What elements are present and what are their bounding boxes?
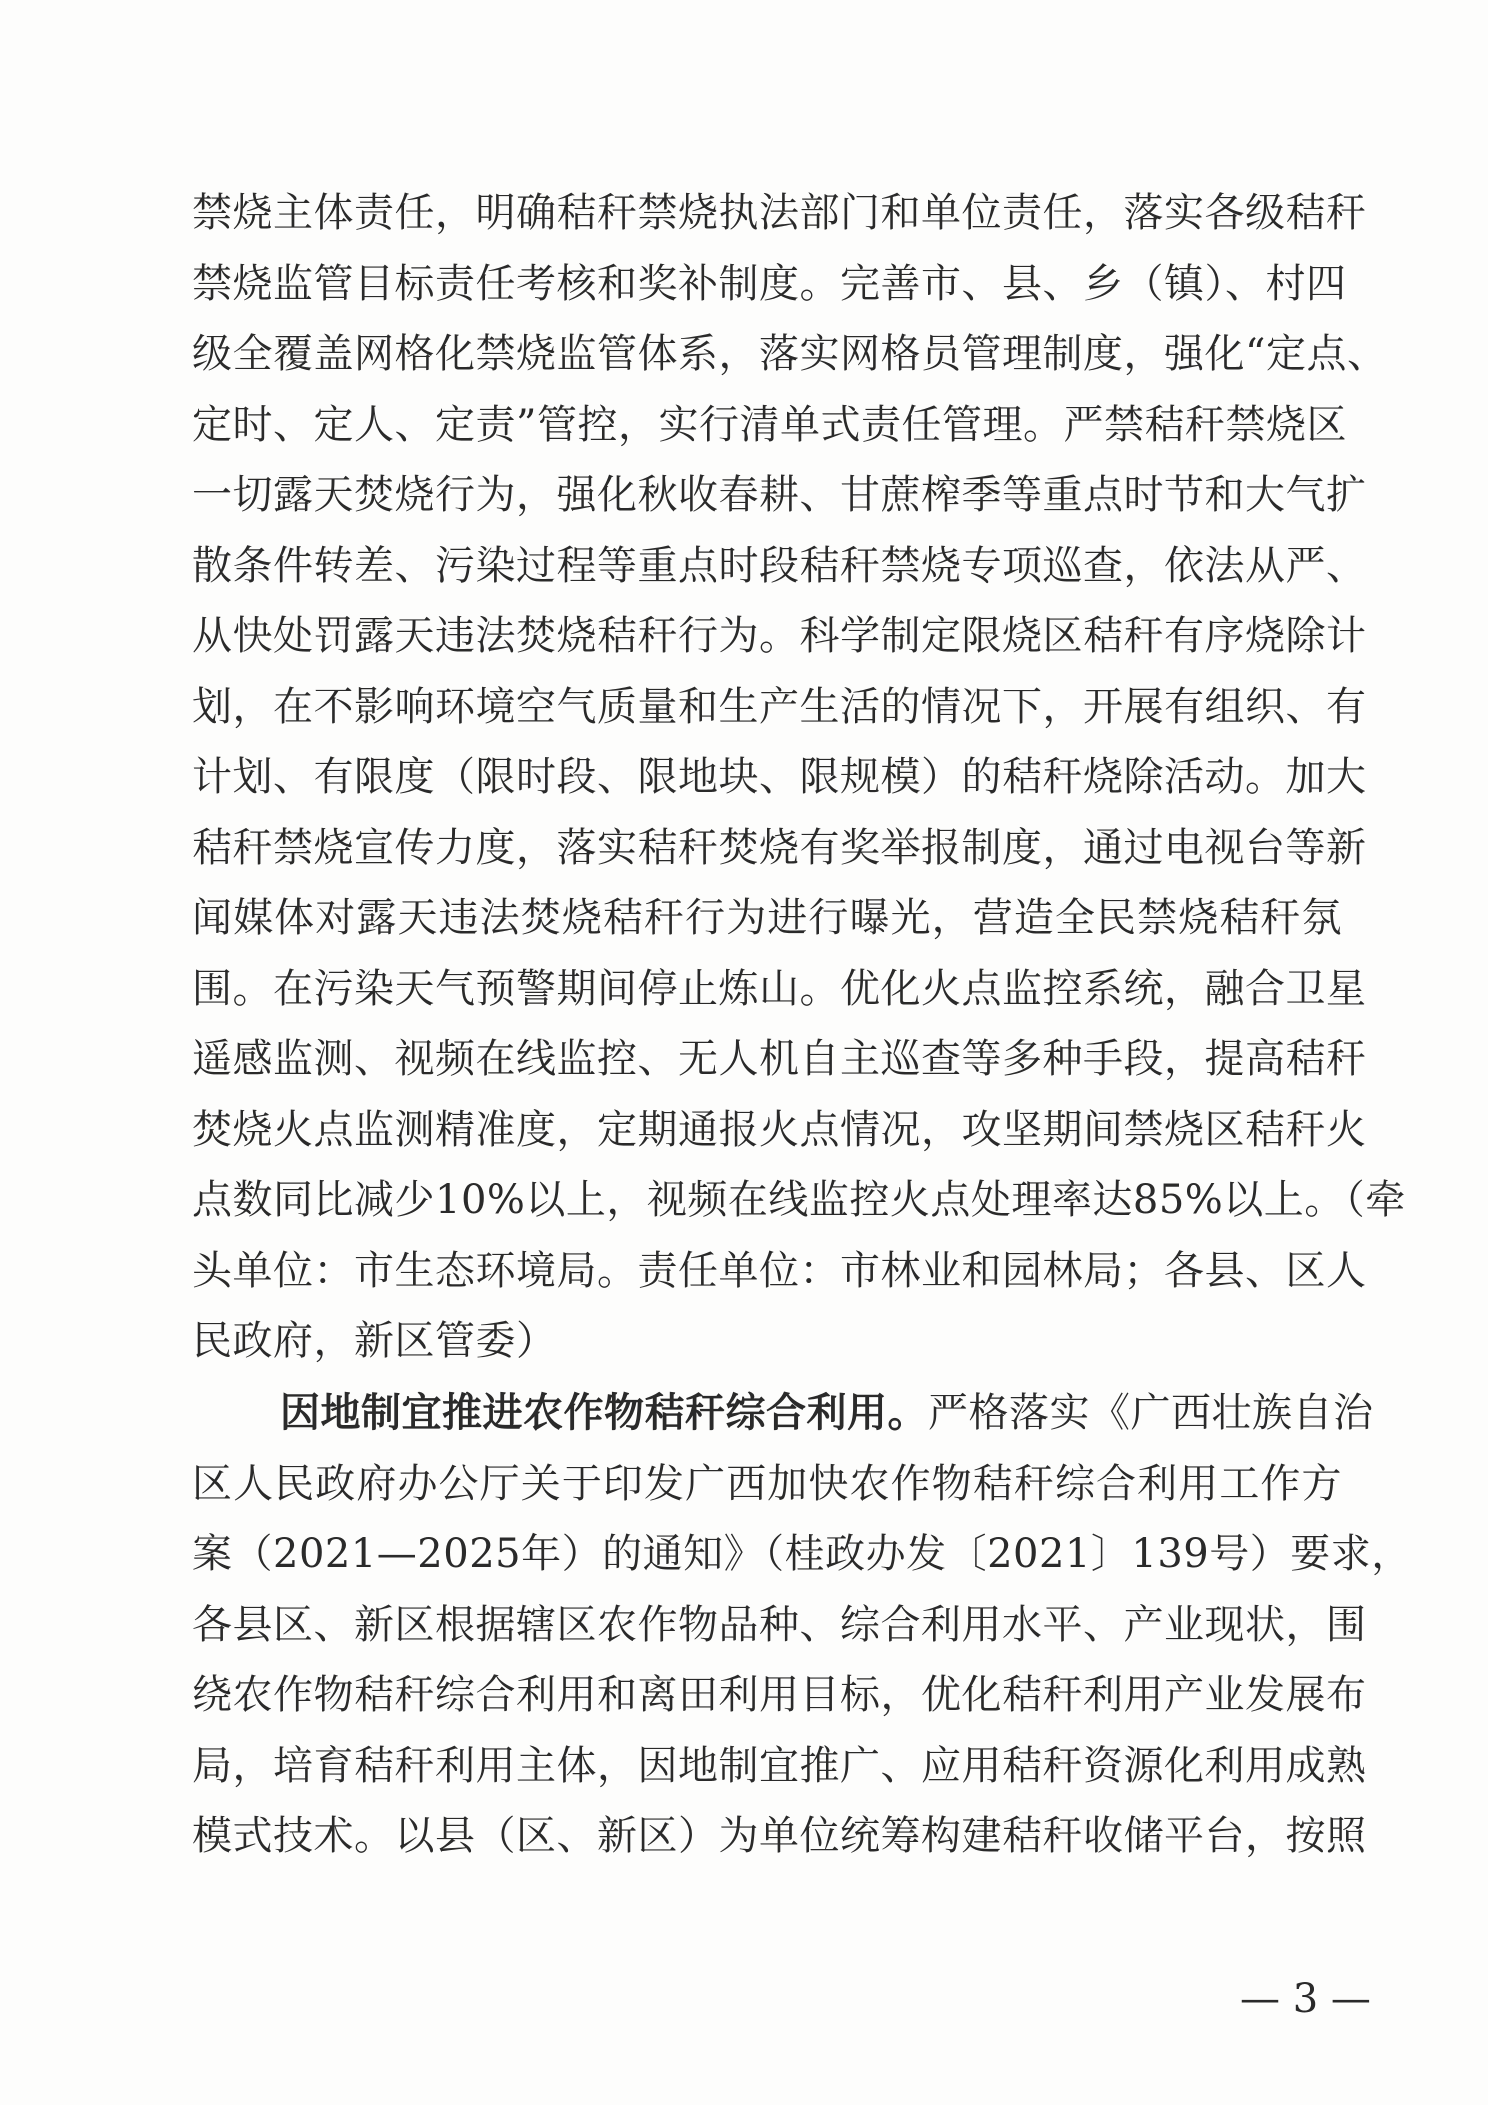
text-line: 点数同比减少10%以上，视频在线监控火点处理率达85%以上。（牵	[192, 1177, 1406, 1223]
text-line-first	[192, 1378, 1374, 1449]
text-line: 案（2021—2025年）的通知》（桂政办发〔2021〕139号）要求，	[192, 1531, 1412, 1577]
text-run: 严格落实《广西壮族自治	[928, 1390, 1374, 1436]
text-line: 散条件转差、污染过程等重点时段秸秆禁烧专项巡查，依法从严、	[192, 542, 1367, 589]
section-heading: 因地制宜推进农作物秸秆综合利用。	[280, 1390, 928, 1436]
text-line: 局，培育秸秆利用主体，因地制宜推广、应用秸秆资源化利用成熟	[192, 1742, 1367, 1789]
text-line: 禁烧主体责任，明确秸秆禁烧执法部门和单位责任，落实各级秸秆	[192, 190, 1367, 236]
text-line: 民政府，新区管委）	[192, 1318, 557, 1364]
text-line: 定时、定人、定责”管控，实行清单式责任管理。严禁秸秆禁烧区	[192, 401, 1347, 448]
text-line: 头单位：市生态环境局。责任单位：市林业和园林局；各县、区人	[192, 1247, 1367, 1294]
text-line: 一切露天焚烧行为，强化秋收春耕、甘蔗榨季等重点时节和大气扩	[192, 472, 1367, 518]
text-line: 划，在不影响环境空气质量和生产生活的情况下，开展有组织、有	[192, 683, 1367, 730]
paragraph-straw-burning-ban	[192, 178, 1406, 1377]
text-line: 计划、有限度（限时段、限地块、限规模）的秸秆烧除活动。加大	[192, 754, 1367, 800]
text-line: 闻媒体对露天违法焚烧秸秆行为进行曝光，营造全民禁烧秸秆氛	[192, 895, 1342, 941]
text-line: 围。在污染天气预警期间停止炼山。优化火点监控系统，融合卫星	[192, 965, 1367, 1012]
text-line: 秸秆禁烧宣传力度，落实秸秆焚烧有奖举报制度，通过电视台等新	[192, 824, 1367, 871]
text-line: 从快处罚露天违法焚烧秸秆行为。科学制定限烧区秸秆有序烧除计	[192, 613, 1367, 659]
text-line: 区人民政府办公厅关于印发广西加快农作物秸秆综合利用工作方	[192, 1460, 1342, 1507]
text-line: 绕农作物秸秆综合利用和离田利用目标，优化秸秆利用产业发展布	[192, 1672, 1367, 1718]
paragraph-straw-utilization	[192, 1378, 1412, 1872]
text-line: 级全覆盖网格化禁烧监管体系，落实网格员管理制度，强化“定点、	[192, 331, 1388, 377]
text-line: 模式技术。以县（区、新区）为单位统筹构建秸秆收储平台，按照	[192, 1813, 1367, 1859]
text-line: 焚烧火点监测精准度，定期通报火点情况，攻坚期间禁烧区秸秆火	[192, 1106, 1367, 1153]
text-line: 各县区、新区根据辖区农作物品种、综合利用水平、产业现状，围	[192, 1601, 1367, 1648]
text-line: 禁烧监管目标责任考核和奖补制度。完善市、县、乡（镇）、村四	[192, 260, 1347, 307]
text-line: 遥感监测、视频在线监控、无人机自主巡查等多种手段，提高秸秆	[192, 1036, 1367, 1082]
page-number: — 3 —	[1240, 1976, 1371, 2022]
